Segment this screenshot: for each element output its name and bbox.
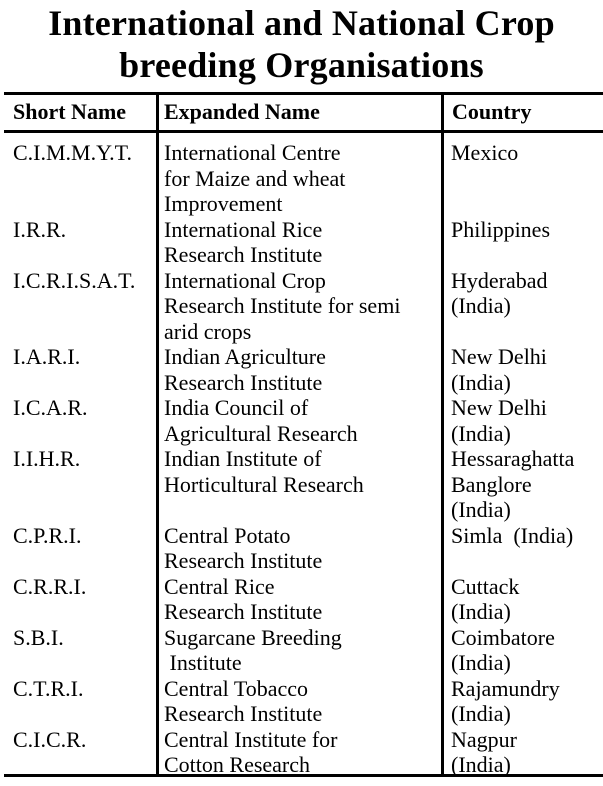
expanded-name-cell — [164, 344, 440, 395]
country-line: Coimbatore — [451, 624, 555, 650]
table-row — [0, 268, 603, 345]
country-cell — [451, 574, 601, 625]
table-header-rule — [4, 130, 603, 133]
country-line: (India) — [451, 420, 511, 446]
table-top-rule — [4, 92, 603, 95]
short-name-cell: S.B.I. — [13, 624, 64, 650]
expanded-name-cell — [164, 574, 440, 625]
expanded-name-line: arid crops — [164, 318, 252, 344]
country-cell — [451, 395, 601, 446]
expanded-name-cell — [164, 446, 440, 497]
country-line: Rajamundry — [451, 675, 560, 701]
short-name-cell: I.A.R.I. — [13, 344, 81, 369]
table-row — [0, 140, 603, 217]
expanded-name-line: Research Institute for semi — [164, 293, 401, 318]
short-name-cell: C.I.C.R. — [13, 726, 87, 752]
country-line: Cuttack — [451, 573, 520, 599]
country-line: (India) — [451, 293, 511, 318]
expanded-name-line: Indian Institute of — [164, 446, 322, 471]
country-cell — [451, 625, 601, 676]
expanded-name-line: Central Rice — [164, 573, 275, 599]
expanded-name-line: Research Institute — [164, 548, 323, 573]
table-row — [0, 344, 603, 395]
expanded-name-cell — [164, 395, 440, 446]
table-row — [0, 446, 603, 523]
short-name-cell: C.R.R.I. — [13, 573, 87, 599]
short-name-cell: I.I.H.R. — [13, 446, 81, 471]
country-line: Mexico — [451, 140, 519, 165]
country-cell — [451, 446, 601, 523]
expanded-name-line: India Council of — [164, 395, 309, 420]
table-row — [0, 625, 603, 676]
page-title — [0, 2, 603, 86]
country-cell — [451, 344, 601, 395]
table-row — [0, 676, 603, 727]
country-line: Hyderabad — [451, 267, 548, 293]
country-line: Philippines — [451, 216, 551, 242]
country-line: Banglore — [451, 471, 532, 497]
table-row — [0, 395, 603, 446]
expanded-name-cell — [164, 140, 440, 217]
table-row — [0, 523, 603, 574]
table-row — [0, 727, 603, 778]
country-line: (India) — [451, 599, 511, 624]
expanded-name-line: Research Institute — [164, 242, 323, 267]
country-line: Nagpur — [451, 726, 517, 752]
short-name-cell: C.I.M.M.Y.T. — [13, 140, 132, 165]
expanded-name-line: for Maize and wheat — [164, 165, 346, 191]
table-row — [0, 574, 603, 625]
expanded-name-line: Agricultural Research — [164, 420, 358, 446]
short-name-cell: I.C.A.R. — [13, 395, 88, 420]
country-line: New Delhi — [451, 344, 547, 369]
expanded-name-cell — [164, 523, 440, 574]
expanded-name-line: Sugarcane Breeding — [164, 624, 342, 650]
country-line: New Delhi — [451, 395, 547, 420]
expanded-name-line: Research Institute — [164, 599, 323, 624]
expanded-name-line: Improvement — [164, 191, 283, 216]
header-expanded-name: Expanded Name — [164, 99, 320, 124]
expanded-name-cell — [164, 268, 440, 345]
country-line: (India) — [451, 497, 511, 522]
country-cell — [451, 140, 601, 166]
expanded-name-line: Research Institute — [164, 701, 323, 726]
expanded-name-cell — [164, 676, 440, 727]
expanded-name-line: Central Institute for — [164, 726, 338, 752]
header-country: Country — [452, 99, 532, 124]
country-cell — [451, 727, 601, 778]
header-short-name: Short Name — [13, 99, 127, 124]
country-line: (India) — [451, 369, 511, 395]
expanded-name-line: Central Potato — [164, 522, 291, 548]
country-line: (India) — [451, 752, 511, 777]
country-cell — [451, 676, 601, 727]
country-cell — [451, 268, 601, 319]
expanded-name-line: Institute — [164, 650, 242, 675]
short-name-cell: I.C.R.I.S.A.T. — [13, 267, 136, 293]
title-line-1: International and National Crop — [48, 3, 555, 43]
expanded-name-line: International Rice — [164, 216, 323, 242]
expanded-name-line: Indian Agriculture — [164, 344, 326, 369]
country-cell — [451, 217, 601, 243]
table-body — [0, 140, 603, 778]
expanded-name-line: Horticultural Research — [164, 471, 364, 497]
short-name-cell: I.R.R. — [13, 216, 67, 242]
country-line: Simla (India) — [451, 522, 574, 548]
country-line: (India) — [451, 701, 511, 726]
table-row — [0, 217, 603, 268]
short-name-cell: C.P.R.I. — [13, 522, 82, 548]
short-name-cell: C.T.R.I. — [13, 675, 84, 701]
expanded-name-line: Central Tobacco — [164, 675, 309, 701]
country-line: Hessaraghatta — [451, 446, 575, 471]
expanded-name-cell — [164, 625, 440, 676]
expanded-name-line: International Centre — [164, 140, 341, 165]
country-line: (India) — [451, 650, 511, 675]
title-line-2: breeding Organisations — [119, 45, 484, 85]
expanded-name-line: International Crop — [164, 267, 326, 293]
expanded-name-line: Cotton Research — [164, 752, 311, 777]
country-cell — [451, 523, 601, 549]
expanded-name-line: Research Institute — [164, 369, 323, 395]
expanded-name-cell — [164, 727, 440, 778]
expanded-name-cell — [164, 217, 440, 268]
